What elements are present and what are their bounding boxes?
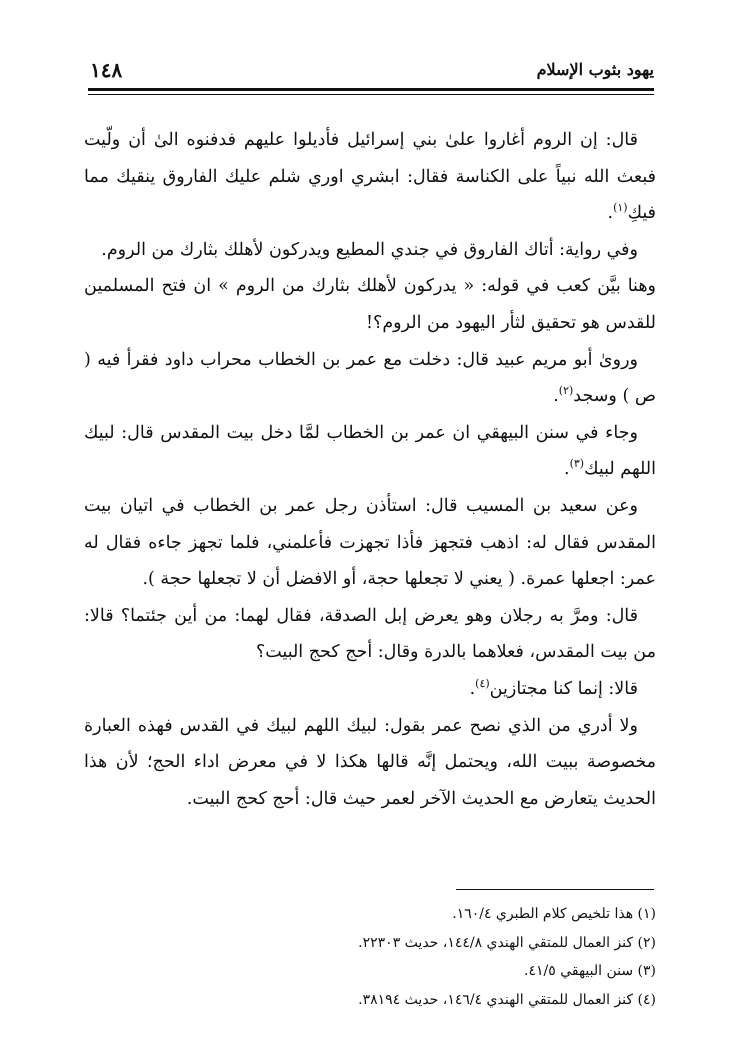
footnotes [84,900,656,1014]
footnote-ref: (١) [613,201,628,215]
body-text [84,122,656,817]
header-rule-thin [88,94,654,95]
running-title: يهود بثوب الإسلام [536,60,654,79]
footnote: (٢) كنز العمال للمتقي الهندي ١٤٤/٨، حديث ٢٢٣٠٣. [358,934,656,951]
footnote-rule [456,889,654,890]
paragraph: وهنا بيَّن كعب في قوله: « يدركون لأهلك بثارك من الروم » ان فتح المسلمين للقدس هو تحقيق لثأر اليهود من الروم؟! [84,276,656,333]
paragraph: قال: ومرَّ به رجلان وهو يعرض إبل الصدقة، فقال لهما: من أين جئتما؟ قالا: من بيت المقدس، فعلاهما بالدرة وقال: أحج كحج البيت؟ [84,605,656,663]
footnote: (١) هذا تلخيص كلام الطبري ١٦٠/٤. [452,906,656,922]
footnote: (٣) سنن البيهقي ٤١/٥. [524,963,656,979]
footnote-ref: (٢) [558,384,574,398]
paragraph: وروىٰ أبو مريم عبيد قال: دخلت مع عمر بن الخطاب محراب داود فقرأ فيه ( ص ) وسجد$^{(٢)}$. [84,349,656,407]
paragraph: ولا أدري من الذي نصح عمر بقول: لبيك اللهم لبيك في القدس فهذه العبارة مخصوصة ببيت الله، ويحتمل إنَّه قالها هكذا لا في معرض اداء الحج؛ لأن هذا الحديث يتعارض مع الحديث الآخر لعمر حيث قال: أحج كحج البيت. [84,715,656,809]
paragraph: وجاء في سنن البيهقي ان عمر بن الخطاب لمَّا دخل بيت المقدس قال: لبيك اللهم لبيك$^{(٣)}$. [84,422,656,480]
paragraph: وفي رواية: أتاك الفاروق في جندي المطيع ويدركون لأهلك بثارك من الروم. [101,239,638,260]
page-header [88,56,654,88]
paragraph: وعن سعيد بن المسيب قال: استأذن رجل عمر بن الخطاب في اتيان بيت المقدس فقال له: اذهب فتجهز فأذا تجهزت فأعلمني، فلما تجهز جاءه فقال له عمر: اجعلها عمرة. ( يعني لا تجعلها حجة، أو الافضل أن لا تجعلها حجة ). [84,495,656,590]
page-number: ١٤٨ [90,58,123,82]
footnote-ref: (٤) [475,677,490,691]
footnote: (٤) كنز العمال للمتقي الهندي ١٤٦/٤، حديث ٣٨١٩٤. [358,991,656,1008]
footnote-ref: (٣) [569,457,585,471]
paragraph: قال: إن الروم أغاروا علىٰ بني إسرائيل فأديلوا عليهم فدفنوه الىٰ أن ولّيت فبعث الله نبياً على الكناسة فقال: ابشري اوري شلم عليك الفاروق ينقيك مما فيكِ$^{(١)}$. [84,130,656,224]
paragraph: قالا: إنما كنا مجتازين$^{(٤)}$. [469,677,638,699]
header-rule-thick [88,88,654,91]
